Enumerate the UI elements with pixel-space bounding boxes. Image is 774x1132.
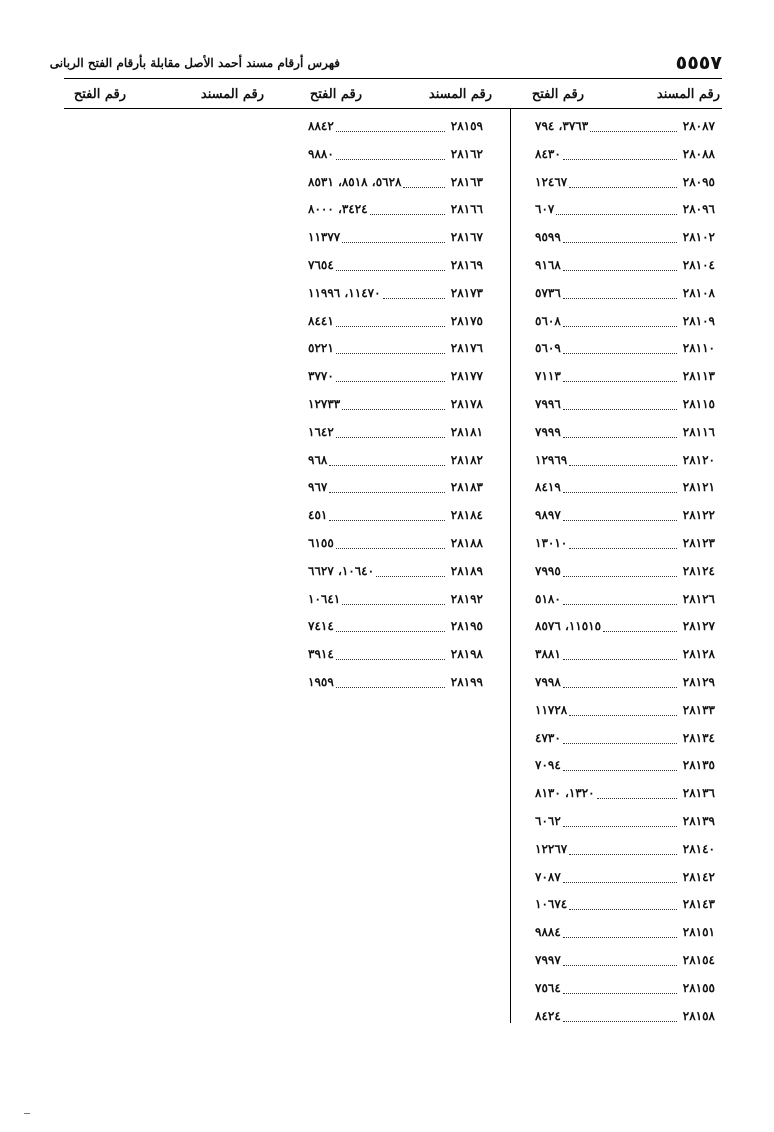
index-entry [535, 892, 715, 920]
dot-leader [329, 508, 444, 521]
dot-leader [603, 619, 677, 632]
musnad-number: ٢٨١٨٨ [450, 535, 483, 550]
dot-leader [569, 175, 677, 188]
fath-number: ٩٥٩٩ [535, 230, 561, 245]
index-entry [535, 170, 715, 198]
index-entry [308, 309, 483, 337]
index-entry [308, 253, 483, 281]
index-entry [535, 559, 715, 587]
index-entry [308, 225, 483, 253]
fath-number: ٨٤١٩ [535, 480, 561, 495]
fath-number: ١١٧٢٨ [535, 702, 568, 717]
dot-leader [563, 758, 677, 771]
dot-leader [563, 341, 677, 354]
dot-leader [370, 202, 445, 215]
musnad-number: ٢٨١١٠ [682, 341, 715, 356]
dot-leader [336, 258, 445, 271]
fath-number: ٣٤٢٤، ٨٠٠٠ [308, 202, 368, 217]
musnad-number: ٢٨١٥٨ [682, 1008, 715, 1023]
index-column-2 [308, 114, 483, 698]
fath-number: ٧٤١٤ [308, 619, 334, 634]
index-entry [308, 170, 483, 198]
dot-leader [563, 564, 677, 577]
fath-number: ٦٠٦٢ [535, 813, 561, 828]
musnad-number: ٢٨١٧٦ [450, 341, 483, 356]
fath-number: ٧٩٩٥ [535, 563, 561, 578]
index-entry [535, 698, 715, 726]
index-entry [308, 364, 483, 392]
fath-number: ١٩٥٩ [308, 674, 334, 689]
index-entry [308, 448, 483, 476]
column-header-row [64, 87, 722, 105]
index-entry [535, 503, 715, 531]
musnad-number: ٢٨١٤٠ [682, 841, 715, 856]
index-entry [308, 336, 483, 364]
musnad-number: ٢٨١٨٩ [450, 563, 483, 578]
dot-leader [569, 453, 677, 466]
index-entry [535, 281, 715, 309]
musnad-number: ٢٨١٧٨ [450, 396, 483, 411]
fath-number: ٥٦٢٨، ٨٥١٨، ٨٥٣١ [308, 174, 402, 189]
index-entry [535, 809, 715, 837]
index-entry [535, 309, 715, 337]
musnad-number: ٢٨١١٥ [682, 396, 715, 411]
dot-leader [336, 314, 445, 327]
fath-number: ١٠٦٤٠، ٦٦٢٧ [308, 563, 375, 578]
musnad-number: ٢٨١٧٧ [450, 369, 483, 384]
index-entry [535, 114, 715, 142]
col2-fath-header: رقم الفتح [309, 87, 362, 102]
dot-leader [329, 453, 444, 466]
index-entry [535, 225, 715, 253]
col3-fath-header: رقم الفتح [73, 87, 126, 102]
musnad-number: ٢٨١٨٢ [450, 452, 483, 467]
fath-number: ٥١٨٠ [535, 591, 561, 606]
dot-leader [376, 564, 445, 577]
index-entry [535, 865, 715, 893]
dot-leader [563, 425, 677, 438]
fath-number: ٧٩٩٩ [535, 424, 561, 439]
dot-leader [563, 258, 677, 271]
musnad-number: ٢٨١٨١ [450, 424, 483, 439]
fath-number: ٦٠٧ [535, 202, 555, 217]
musnad-number: ٢٨١٨٣ [450, 480, 483, 495]
index-entry [535, 614, 715, 642]
index-column-1 [535, 114, 715, 1031]
musnad-number: ٢٨٠٩٥ [682, 174, 715, 189]
fath-number: ٧٩٩٦ [535, 396, 561, 411]
index-entry [535, 253, 715, 281]
musnad-number: ٢٨١١٣ [682, 369, 715, 384]
fath-number: ١٢٧٣٣ [308, 396, 341, 411]
fath-number: ٣٧٧٠ [308, 369, 334, 384]
dot-leader [329, 480, 444, 493]
dot-leader [563, 286, 677, 299]
musnad-number: ٢٨١٢٦ [682, 591, 715, 606]
top-rule [64, 78, 722, 79]
fath-number: ١٠٦٤١ [308, 591, 341, 606]
index-entry [308, 197, 483, 225]
index-entry [535, 753, 715, 781]
fath-number: ٧٦٥٤ [308, 257, 334, 272]
dot-leader [563, 592, 677, 605]
dot-leader [563, 647, 677, 660]
index-entry [535, 531, 715, 559]
musnad-number: ٢٨١٢١ [682, 480, 715, 495]
musnad-number: ٢٨١٣٥ [682, 758, 715, 773]
musnad-number: ٢٨٠٩٦ [682, 202, 715, 217]
index-entry [308, 420, 483, 448]
index-entry [308, 670, 483, 698]
musnad-number: ٢٨١٩٢ [450, 591, 483, 606]
musnad-number: ٢٨١٥١ [682, 925, 715, 940]
fath-number: ٩٨٩٧ [535, 508, 561, 523]
index-entry [535, 726, 715, 754]
fath-number: ٨٤٣٠ [535, 146, 561, 161]
index-entry [535, 976, 715, 1004]
dot-leader [336, 647, 445, 660]
musnad-number: ٢٨١٥٤ [682, 952, 715, 967]
dot-leader [569, 897, 677, 910]
index-entry [308, 142, 483, 170]
dot-leader [563, 369, 677, 382]
fath-number: ٧٩٩٧ [535, 952, 561, 967]
dot-leader [569, 842, 677, 855]
index-entry [535, 448, 715, 476]
musnad-number: ٢٨١٢٤ [682, 563, 715, 578]
col2-musnad-header: رقم المسند [428, 87, 492, 102]
musnad-number: ٢٨١٤٢ [682, 869, 715, 884]
fath-number: ٨٤٤١ [308, 313, 334, 328]
musnad-number: ٢٨١٩٥ [450, 619, 483, 634]
dot-leader [336, 341, 445, 354]
fath-number: ١٢٤٦٧ [535, 174, 568, 189]
fath-number: ١٠٦٧٤ [535, 897, 568, 912]
musnad-number: ٢٨١٣٩ [682, 813, 715, 828]
fath-number: ٣٨٨١ [535, 647, 561, 662]
dot-leader [336, 536, 445, 549]
column-divider-right [510, 108, 511, 1023]
index-entry [535, 642, 715, 670]
fath-number: ٧٠٩٤ [535, 758, 561, 773]
index-entry [535, 142, 715, 170]
index-entry [535, 1004, 715, 1032]
dot-leader [563, 480, 677, 493]
fath-number: ١٣٠١٠ [535, 535, 568, 550]
musnad-number: ٢٨١٠٩ [682, 313, 715, 328]
index-entry [308, 281, 483, 309]
dot-leader [563, 508, 677, 521]
musnad-number: ٢٨١٦٧ [450, 230, 483, 245]
fath-number: ٩٦٧ [308, 480, 328, 495]
musnad-number: ٢٨١٢٩ [682, 674, 715, 689]
index-entry [308, 392, 483, 420]
dot-leader [336, 147, 445, 160]
index-entry [535, 587, 715, 615]
dot-leader [336, 675, 445, 688]
fath-number: ٩٨٨٠ [308, 146, 334, 161]
dot-leader [569, 536, 677, 549]
dot-leader [563, 314, 677, 327]
index-entry [308, 587, 483, 615]
dot-leader [563, 814, 677, 827]
fath-number: ٧٥٦٤ [535, 980, 561, 995]
index-entry [308, 614, 483, 642]
index-entry [308, 114, 483, 142]
index-entry [535, 837, 715, 865]
musnad-number: ٢٨١٩٨ [450, 647, 483, 662]
index-entry [535, 420, 715, 448]
index-entry [308, 531, 483, 559]
musnad-number: ٢٨١٧٥ [450, 313, 483, 328]
header-rule [64, 108, 722, 109]
musnad-number: ٢٨١٥٥ [682, 980, 715, 995]
index-entry [308, 559, 483, 587]
fath-number: ٤٧٣٠ [535, 730, 561, 745]
fath-number: ٦١٥٥ [308, 535, 334, 550]
dot-leader [563, 953, 677, 966]
musnad-number: ٢٨١٢٣ [682, 535, 715, 550]
fath-number: ٩٦٨ [308, 452, 328, 467]
index-entry [535, 392, 715, 420]
index-entry [535, 948, 715, 976]
fath-number: ٥٦٠٩ [535, 341, 561, 356]
musnad-number: ٢٨١٢٧ [682, 619, 715, 634]
dot-leader [563, 925, 677, 938]
fath-number: ١١٣٧٧ [308, 230, 341, 245]
fath-number: ١٣٢٠، ٨١٣٠ [535, 786, 595, 801]
musnad-number: ٢٨١٠٤ [682, 257, 715, 272]
fath-number: ٧١١٣ [535, 369, 561, 384]
fath-number: ١١٥١٥، ٨٥٧٦ [535, 619, 602, 634]
index-entry [535, 781, 715, 809]
musnad-number: ٢٨١١٦ [682, 424, 715, 439]
dot-leader [403, 175, 444, 188]
fath-number: ٥٢٢١ [308, 341, 334, 356]
musnad-number: ٢٨١٠٨ [682, 285, 715, 300]
fath-number: ٥٧٣٦ [535, 285, 561, 300]
dot-leader [336, 119, 445, 132]
fath-number: ٩٨٨٤ [535, 925, 561, 940]
page-number: ٥٥٥٧ [675, 52, 722, 74]
musnad-number: ٢٨١٦٢ [450, 146, 483, 161]
dot-leader [597, 786, 677, 799]
musnad-number: ٢٨١٦٣ [450, 174, 483, 189]
musnad-number: ٢٨١٣٤ [682, 730, 715, 745]
fath-number: ٧٩٩٨ [535, 674, 561, 689]
index-entry [535, 364, 715, 392]
musnad-number: ٢٨١٨٤ [450, 508, 483, 523]
fath-number: ١١٤٧٠، ١١٩٩٦ [308, 285, 381, 300]
index-entry [535, 920, 715, 948]
musnad-number: ٢٨١٢٨ [682, 647, 715, 662]
dot-leader [563, 397, 677, 410]
fath-number: ١٦٤٢ [308, 424, 334, 439]
dot-leader [383, 286, 445, 299]
dot-leader [590, 119, 677, 132]
index-entry [308, 475, 483, 503]
fath-number: ٥٦٠٨ [535, 313, 561, 328]
dot-leader [563, 147, 677, 160]
dot-leader [336, 619, 445, 632]
musnad-number: ٢٨١٢٠ [682, 452, 715, 467]
fath-number: ٣٧٦٣، ٧٩٤ [535, 119, 589, 133]
index-entry [535, 336, 715, 364]
dot-leader [563, 870, 677, 883]
musnad-number: ٢٨١٤٣ [682, 897, 715, 912]
dot-leader [563, 675, 677, 688]
dot-leader [342, 230, 445, 243]
dot-leader [563, 981, 677, 994]
fath-number: ٨٨٤٢ [308, 119, 334, 133]
scan-mark [24, 1110, 30, 1114]
musnad-number: ٢٨١٣٦ [682, 786, 715, 801]
musnad-number: ٢٨١٦٦ [450, 202, 483, 217]
musnad-number: ٢٨١٢٢ [682, 508, 715, 523]
fath-number: ٨٤٢٤ [535, 1008, 561, 1023]
col1-musnad-header: رقم المسند [656, 87, 720, 102]
index-entry [535, 670, 715, 698]
musnad-number: ٢٨٠٨٨ [682, 146, 715, 161]
dot-leader [336, 369, 445, 382]
fath-number: ٣٩١٤ [308, 647, 334, 662]
index-entry [535, 197, 715, 225]
dot-leader [342, 397, 445, 410]
musnad-number: ٢٨٠٨٧ [682, 119, 715, 133]
musnad-number: ٢٨١٩٩ [450, 674, 483, 689]
dot-leader [563, 1009, 677, 1022]
index-entry [308, 503, 483, 531]
musnad-number: ٢٨١٥٩ [450, 119, 483, 133]
col1-fath-header: رقم الفتح [531, 87, 584, 102]
fath-number: ١٢٩٦٩ [535, 452, 568, 467]
col3-musnad-header: رقم المسند [200, 87, 264, 102]
fath-number: ١٢٢٦٧ [535, 841, 568, 856]
musnad-number: ٢٨١٠٢ [682, 230, 715, 245]
dot-leader [563, 230, 677, 243]
musnad-number: ٢٨١٧٣ [450, 285, 483, 300]
dot-leader [336, 425, 445, 438]
musnad-number: ٢٨١٦٩ [450, 257, 483, 272]
dot-leader [563, 731, 677, 744]
running-title: فهرس أرقام مسند أحمد الأصل مقابلة بأرقام الفتح الربانى [49, 56, 340, 70]
fath-number: ٩١٦٨ [535, 257, 561, 272]
fath-number: ٤٥١ [308, 508, 328, 523]
dot-leader [556, 202, 676, 215]
fath-number: ٧٠٨٧ [535, 869, 561, 884]
index-entry [535, 475, 715, 503]
index-entry [308, 642, 483, 670]
musnad-number: ٢٨١٣٣ [682, 702, 715, 717]
dot-leader [569, 703, 677, 716]
dot-leader [342, 592, 445, 605]
